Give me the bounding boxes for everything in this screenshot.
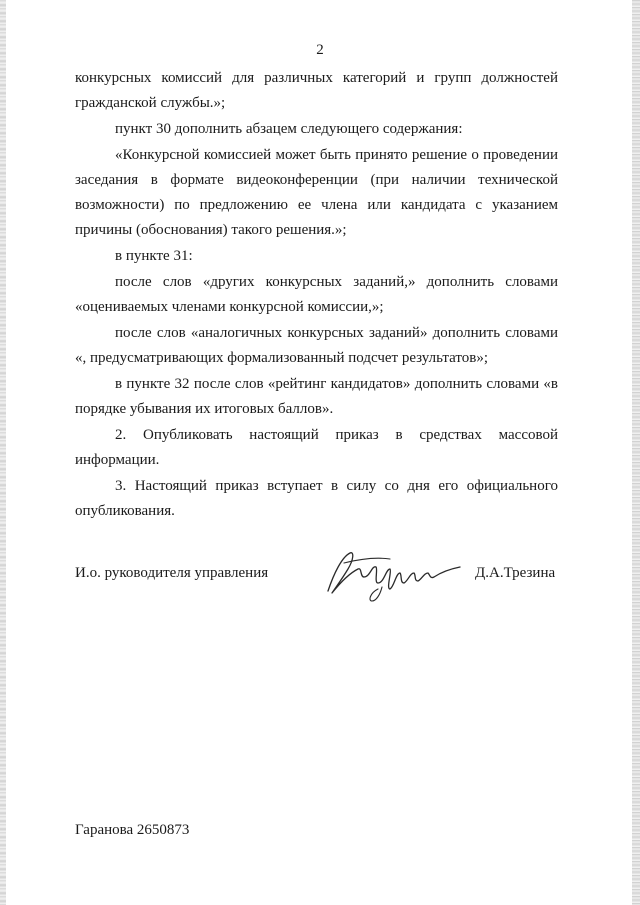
signature-block (75, 565, 558, 605)
paragraph-quote-videoconference: «Конкурсной комиссией может быть принято решение о проведении заседания в формате видеоконференции (при наличии технической возможности) по предложению ее члена или кандидата с указанием причины (обоснования) такого решения.»; (75, 147, 558, 238)
executor-contact: Гаранова 2650873 (75, 822, 190, 838)
paragraph-effective-date: 3. Настоящий приказ вступает в силу со дня его официального опубликования. (75, 478, 558, 519)
paragraph-item-32: в пункте 32 после слов «рейтинг кандидатов» дополнить словами «в порядке убывания их итоговых баллов». (75, 376, 558, 417)
paragraph-continuation: конкурсных комиссий для различных категорий и групп должностей гражданской службы.»; (75, 70, 558, 111)
signer-position: И.о. руководителя управления (75, 565, 269, 581)
handwritten-signature (320, 543, 470, 603)
signer-name: Д.А.Трезина (475, 565, 556, 581)
scan-edge-left (0, 0, 6, 905)
paragraph-item-31: в пункте 31: (115, 248, 193, 264)
paragraph-publish-order: 2. Опубликовать настоящий приказ в средствах массовой информации. (75, 427, 558, 468)
scan-edge-right (632, 0, 640, 905)
document-body (75, 66, 558, 525)
paragraph-item-30: пункт 30 дополнить абзацем следующего содержания: (115, 121, 463, 137)
page-number: 2 (316, 42, 324, 58)
paragraph-other-tasks: после слов «других конкурсных заданий,» дополнить словами «оцениваемых членами конкурсной комиссии,»; (75, 274, 558, 315)
paragraph-similar-tasks: после слов «аналогичных конкурсных заданий» дополнить словами «, предусматривающих формализованный подсчет результатов»; (75, 325, 558, 366)
